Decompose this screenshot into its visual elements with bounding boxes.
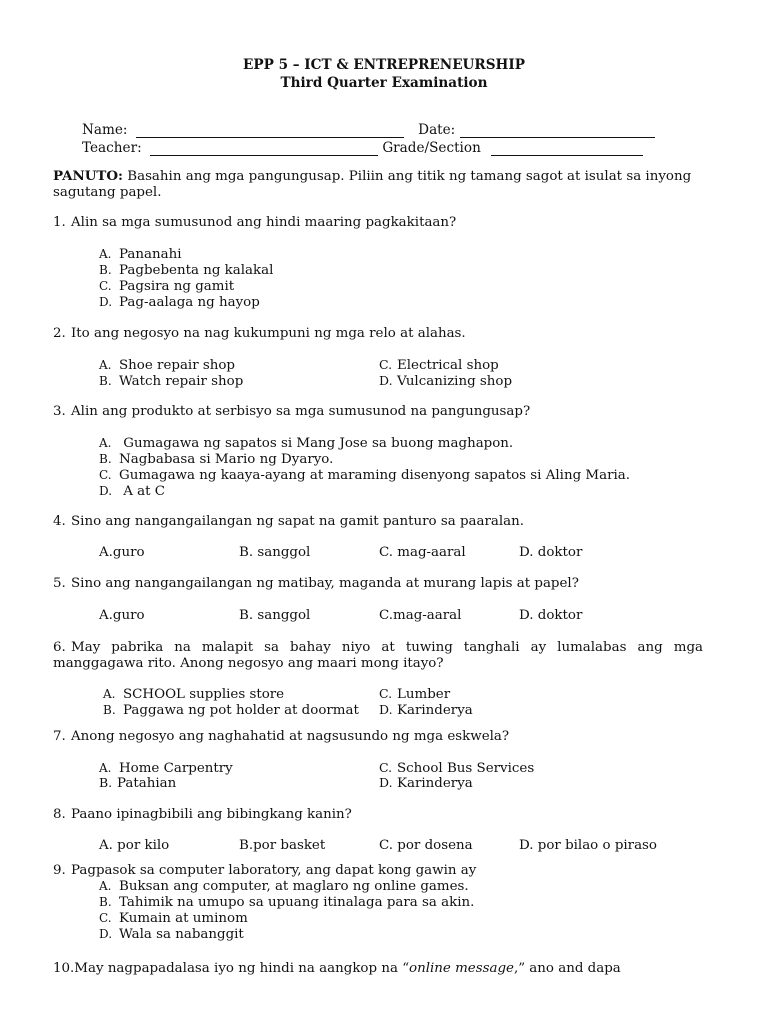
option[interactable] [99,294,260,311]
option-text: A at C [119,484,166,499]
option[interactable] [99,894,474,911]
question-1 [53,215,703,231]
option[interactable]: D. doktor [519,608,583,623]
option-letter: D. [379,702,393,717]
instructions-label: PANUTO: [53,168,123,184]
teacher-line[interactable] [150,141,378,156]
option-letter: C. [99,279,112,293]
option-letter: B. [99,263,112,277]
option-text: Home Carpentry [119,761,233,776]
option[interactable] [99,435,513,452]
option[interactable] [99,278,234,295]
question-text: Sino ang nangangailangan ng matibay, maganda at murang lapis at papel? [71,576,579,591]
option-text: Gumagawa ng kaaya-ayang at maraming disenyong sapatos si Aling Maria. [119,468,631,483]
option-letter: A. [99,879,112,893]
option-text: Nagbabasa si Mario ng Dyaryo. [119,452,334,467]
question-4 [53,514,703,530]
option[interactable]: D. doktor [519,545,583,560]
option[interactable] [99,483,165,500]
option-letter: C. [379,760,393,775]
option-text: Vulcanizing shop [397,374,513,389]
exam-title: EPP 5 – ICT & ENTREPRENEURSHIP [243,57,525,73]
option-letter: A. [99,358,112,372]
question-6 [53,640,703,672]
option-text: Pag-aalaga ng hayop [119,295,260,310]
question-number: 5. [53,576,66,591]
date-label: Date: [418,122,456,138]
question-7 [53,729,703,745]
option[interactable] [99,262,273,279]
option[interactable] [99,373,243,390]
option[interactable] [99,246,182,263]
option-letter: C. [379,357,393,372]
option[interactable] [99,775,176,792]
question-text: Anong negosyo ang naghahatid at nagsusundo ng mga eskwela? [71,729,510,744]
option-text: Pananahi [119,247,182,262]
option-text: Paggawa ng pot holder at doormat [123,703,359,718]
instructions [53,168,703,201]
option-letter: C. [99,911,112,925]
option-text: Pagsira ng gamit [119,279,235,294]
question-text-end: ,” ano and dapa [513,961,621,976]
option-letter: A. [99,436,112,450]
option-letter: A. [99,761,112,775]
grade-section-label: Grade/Section [382,140,481,156]
option-letter: C. [99,468,112,482]
option-letter: B. [103,703,116,717]
option[interactable] [379,686,450,703]
option-letter: D. [379,373,393,388]
option-text: Electrical shop [397,358,499,373]
grade-section-line[interactable] [491,141,643,156]
question-text: May pabrika na malapit sa bahay niyo at tuwing tanghali ay lumalabas ang mga manggagawa rito. Anong negosyo ang maari mong itayo? [53,640,703,671]
question-5 [53,576,703,592]
option-letter: B. [99,452,112,466]
option[interactable] [99,910,248,927]
option-letter: B. [99,895,112,909]
option-letter: B. [99,775,113,790]
option-letter: D. [99,484,113,498]
option[interactable] [379,357,499,374]
question-text: Sino ang nangangailangan ng sapat na gamit panturo sa paaralan. [71,514,525,529]
option[interactable]: C.mag-aaral [379,608,462,623]
question-number: 3. [53,404,66,419]
question-number: 4. [53,514,66,529]
question-number: 7. [53,729,66,744]
question-number: 10. [53,961,75,976]
question-10 [53,961,703,977]
option-text: SCHOOL supplies store [123,687,285,702]
option[interactable]: B. sanggol [239,545,311,560]
option-letter: D. [99,927,113,941]
exam-subtitle: Third Quarter Examination [280,75,488,91]
question-text: Paano ipinagbibili ang bibingkang kanin? [71,807,352,822]
date-line[interactable] [460,123,655,138]
option-text: Buksan ang computer, at maglaro ng online games. [119,879,469,894]
question-text: Ito ang negosyo na nag kukumpuni ng mga relo at alahas. [71,326,466,341]
option-text: Watch repair shop [119,374,244,389]
option[interactable] [99,878,469,895]
option-text: Patahian [117,776,177,791]
option[interactable]: B. sanggol [239,608,311,623]
option[interactable] [379,373,512,390]
option[interactable]: D. por bilao o piraso [519,838,657,853]
option[interactable]: C. mag-aaral [379,545,466,560]
option[interactable] [99,926,244,943]
teacher-label: Teacher: [82,140,142,156]
question-text: Alin ang produkto at serbisyo sa mga sumusunod na pangungusap? [71,404,531,419]
option[interactable] [379,775,473,792]
option[interactable] [99,451,333,468]
name-date-row [82,122,655,140]
option-text: Wala sa nabanggit [119,927,244,942]
option-text: Pagbebenta ng kalakal [119,263,274,278]
option-text: Kumain at uminom [119,911,248,926]
question-number: 6. [53,640,66,655]
question-3 [53,404,703,420]
option[interactable]: B.por basket [239,838,326,853]
question-text: Pagpasok sa computer laboratory, ang dapat kong gawin ay [71,863,477,878]
option[interactable]: A.guro [99,545,145,560]
question-9 [53,863,703,879]
option[interactable] [379,702,473,719]
question-2 [53,326,703,342]
option-letter: B. [99,374,112,388]
question-text-italic: online message [409,961,514,976]
option-text: Karinderya [397,776,473,791]
instructions-text: Basahin ang mga pangungusap. Piliin ang titik ng tamang sagot at isulat sa inyong sagutang papel. [53,169,692,200]
option-text: Shoe repair shop [119,358,235,373]
option-text: Gumagawa ng sapatos si Mang Jose sa buong maghapon. [119,436,514,451]
option-text: Lumber [397,687,451,702]
question-text: Alin sa mga sumusunod ang hindi maaring pagkakitaan? [71,215,457,230]
question-8 [53,807,703,823]
option[interactable] [99,357,235,374]
name-line[interactable] [136,123,404,138]
option[interactable] [103,686,284,703]
name-label: Name: [82,122,128,138]
question-number: 2. [53,326,66,341]
option[interactable]: C. por dosena [379,838,473,853]
option-letter: A. [99,247,112,261]
option-letter: A. [103,687,116,701]
option-text: Tahimik na umupo sa upuang itinalaga para sa akin. [119,895,475,910]
teacher-grade-row [82,140,643,158]
option-letter: D. [379,775,393,790]
question-number: 8. [53,807,66,822]
option-letter: D. [99,295,113,309]
option[interactable]: A. por kilo [99,838,170,853]
option-text: Karinderya [397,703,473,718]
question-text: May nagpapadalasa iyo ng hindi na aangkop na “ [74,961,410,976]
option[interactable] [103,702,359,719]
option-text: School Bus Services [397,761,535,776]
option[interactable] [99,467,630,484]
question-number: 1. [53,215,66,230]
option-letter: C. [379,686,393,701]
question-number: 9. [53,863,66,878]
option[interactable]: A.guro [99,608,145,623]
